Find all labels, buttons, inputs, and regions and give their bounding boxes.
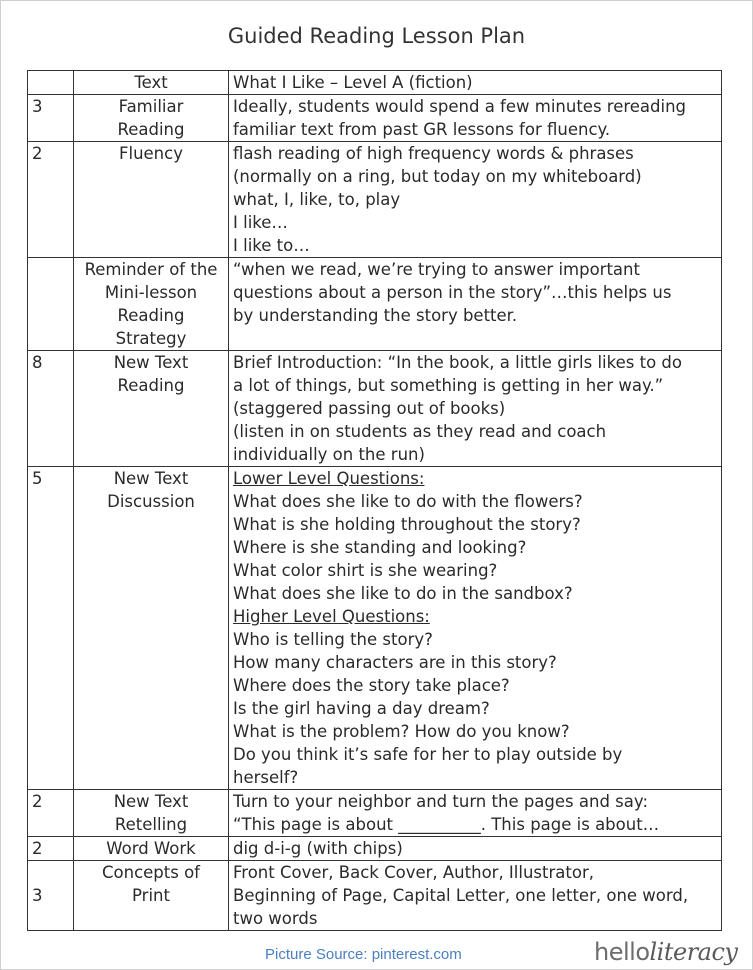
- row-component: [74, 95, 229, 142]
- row-content: [229, 258, 722, 351]
- component-line: Reading: [117, 376, 185, 395]
- table-row: [28, 837, 722, 861]
- question-line: Who is telling the story?: [233, 630, 433, 649]
- content-line: Beginning of Page, Capital Letter, one letter, one word,: [233, 886, 689, 905]
- content-line: Turn to your neighbor and turn the pages and say:: [233, 792, 649, 811]
- content-line: flash reading of high frequency words & phrases: [233, 144, 634, 163]
- question-line: herself?: [233, 768, 299, 787]
- content-line: Front Cover, Back Cover, Author, Illustrator,: [233, 863, 594, 882]
- question-line: What is she holding throughout the story?: [233, 515, 581, 534]
- content-line: Ideally, students would spend a few minutes rereading: [233, 97, 687, 116]
- component-line: Word Work: [106, 839, 196, 858]
- content-line: individually on the run): [233, 445, 425, 464]
- component-line: Mini-lesson: [104, 283, 198, 302]
- content-line: Brief Introduction: “In the book, a little girls likes to do: [233, 353, 682, 372]
- row-component: [74, 351, 229, 467]
- component-line: New Text: [113, 792, 189, 811]
- component-line: Strategy: [115, 329, 187, 348]
- component-line: New Text: [113, 469, 189, 488]
- row-minutes: 3: [28, 95, 74, 142]
- content-line: “when we read, we’re trying to answer important: [233, 260, 640, 279]
- component-line: Reading: [117, 120, 185, 139]
- content-line: a lot of things, but something is getting in her way.”: [233, 376, 664, 395]
- row-component: [74, 837, 229, 861]
- row-minutes: [28, 258, 74, 351]
- content-line: dig d-i-g (with chips): [233, 839, 403, 858]
- row-content: [229, 95, 722, 142]
- row-minutes: 8: [28, 351, 74, 467]
- content-line: I like to…: [233, 236, 310, 255]
- higher-questions-heading: Higher Level Questions:: [233, 607, 430, 626]
- content-line: what, I, like, to, play: [233, 190, 401, 209]
- question-line: Do you think it’s safe for her to play outside by: [233, 745, 623, 764]
- table-row: [28, 351, 722, 467]
- logo-hello: hello: [594, 938, 650, 966]
- row-content: [229, 790, 722, 837]
- table-row: [28, 258, 722, 351]
- row-minutes: 2: [28, 837, 74, 861]
- table-row: [28, 467, 722, 790]
- component-line: Fluency: [119, 144, 183, 163]
- table-row: [28, 142, 722, 258]
- logo-literacy: literacy: [649, 938, 738, 966]
- header-minutes: [28, 71, 74, 95]
- row-content: [229, 467, 722, 790]
- content-line: (normally on a ring, but today on my whiteboard): [233, 167, 642, 186]
- question-line: What does she like to do in the sandbox?: [233, 584, 573, 603]
- component-line: Discussion: [107, 492, 195, 511]
- content-line: I like…: [233, 213, 288, 232]
- row-component: [74, 467, 229, 790]
- table-row: [28, 790, 722, 837]
- component-line: Print: [132, 886, 170, 905]
- row-minutes: 2: [28, 790, 74, 837]
- picture-source-link[interactable]: Picture Source: pinterest.com: [265, 946, 462, 963]
- row-content: [229, 142, 722, 258]
- table-row: [28, 95, 722, 142]
- row-component: [74, 258, 229, 351]
- content-line: (staggered passing out of books): [233, 399, 506, 418]
- page-title: Guided Reading Lesson Plan: [227, 24, 526, 48]
- row-content: [229, 837, 722, 861]
- content-line: two words: [233, 909, 318, 928]
- content-line: “This page is about __________. This page is about…: [233, 815, 660, 834]
- row-component: [74, 790, 229, 837]
- question-line: What is the problem? How do you know?: [233, 722, 570, 741]
- table-row: [28, 861, 722, 931]
- row-content: [229, 861, 722, 931]
- row-minutes: 5: [28, 467, 74, 790]
- component-line: Familiar: [118, 97, 184, 116]
- question-line: What does she like to do with the flowers?: [233, 492, 583, 511]
- component-line: New Text: [113, 353, 189, 372]
- hello-literacy-logo: [594, 938, 737, 966]
- row-minutes: 2: [28, 142, 74, 258]
- content-line: by understanding the story better.: [233, 306, 518, 325]
- component-line: Reminder of the: [84, 260, 218, 279]
- header-row: [28, 71, 722, 95]
- content-line: questions about a person in the story”…this helps us: [233, 283, 672, 302]
- question-line: How many characters are in this story?: [233, 653, 557, 672]
- lower-questions-heading: Lower Level Questions:: [233, 469, 425, 488]
- component-line: Concepts of: [102, 863, 200, 882]
- component-line: Retelling: [114, 815, 188, 834]
- header-content: What I Like – Level A (fiction): [229, 71, 722, 95]
- lesson-plan-table: [27, 70, 722, 931]
- question-line: What color shirt is she wearing?: [233, 561, 498, 580]
- content-line: familiar text from past GR lessons for fluency.: [233, 120, 611, 139]
- row-component: [74, 861, 229, 931]
- row-component: [74, 142, 229, 258]
- row-content: [229, 351, 722, 467]
- question-line: Where is she standing and looking?: [233, 538, 527, 557]
- question-line: Is the girl having a day dream?: [233, 699, 490, 718]
- question-line: Where does the story take place?: [233, 676, 510, 695]
- component-line: Reading: [117, 306, 185, 325]
- content-line: (listen in on students as they read and coach: [233, 422, 607, 441]
- row-minutes: 3: [28, 861, 74, 931]
- header-component: Text: [74, 71, 229, 95]
